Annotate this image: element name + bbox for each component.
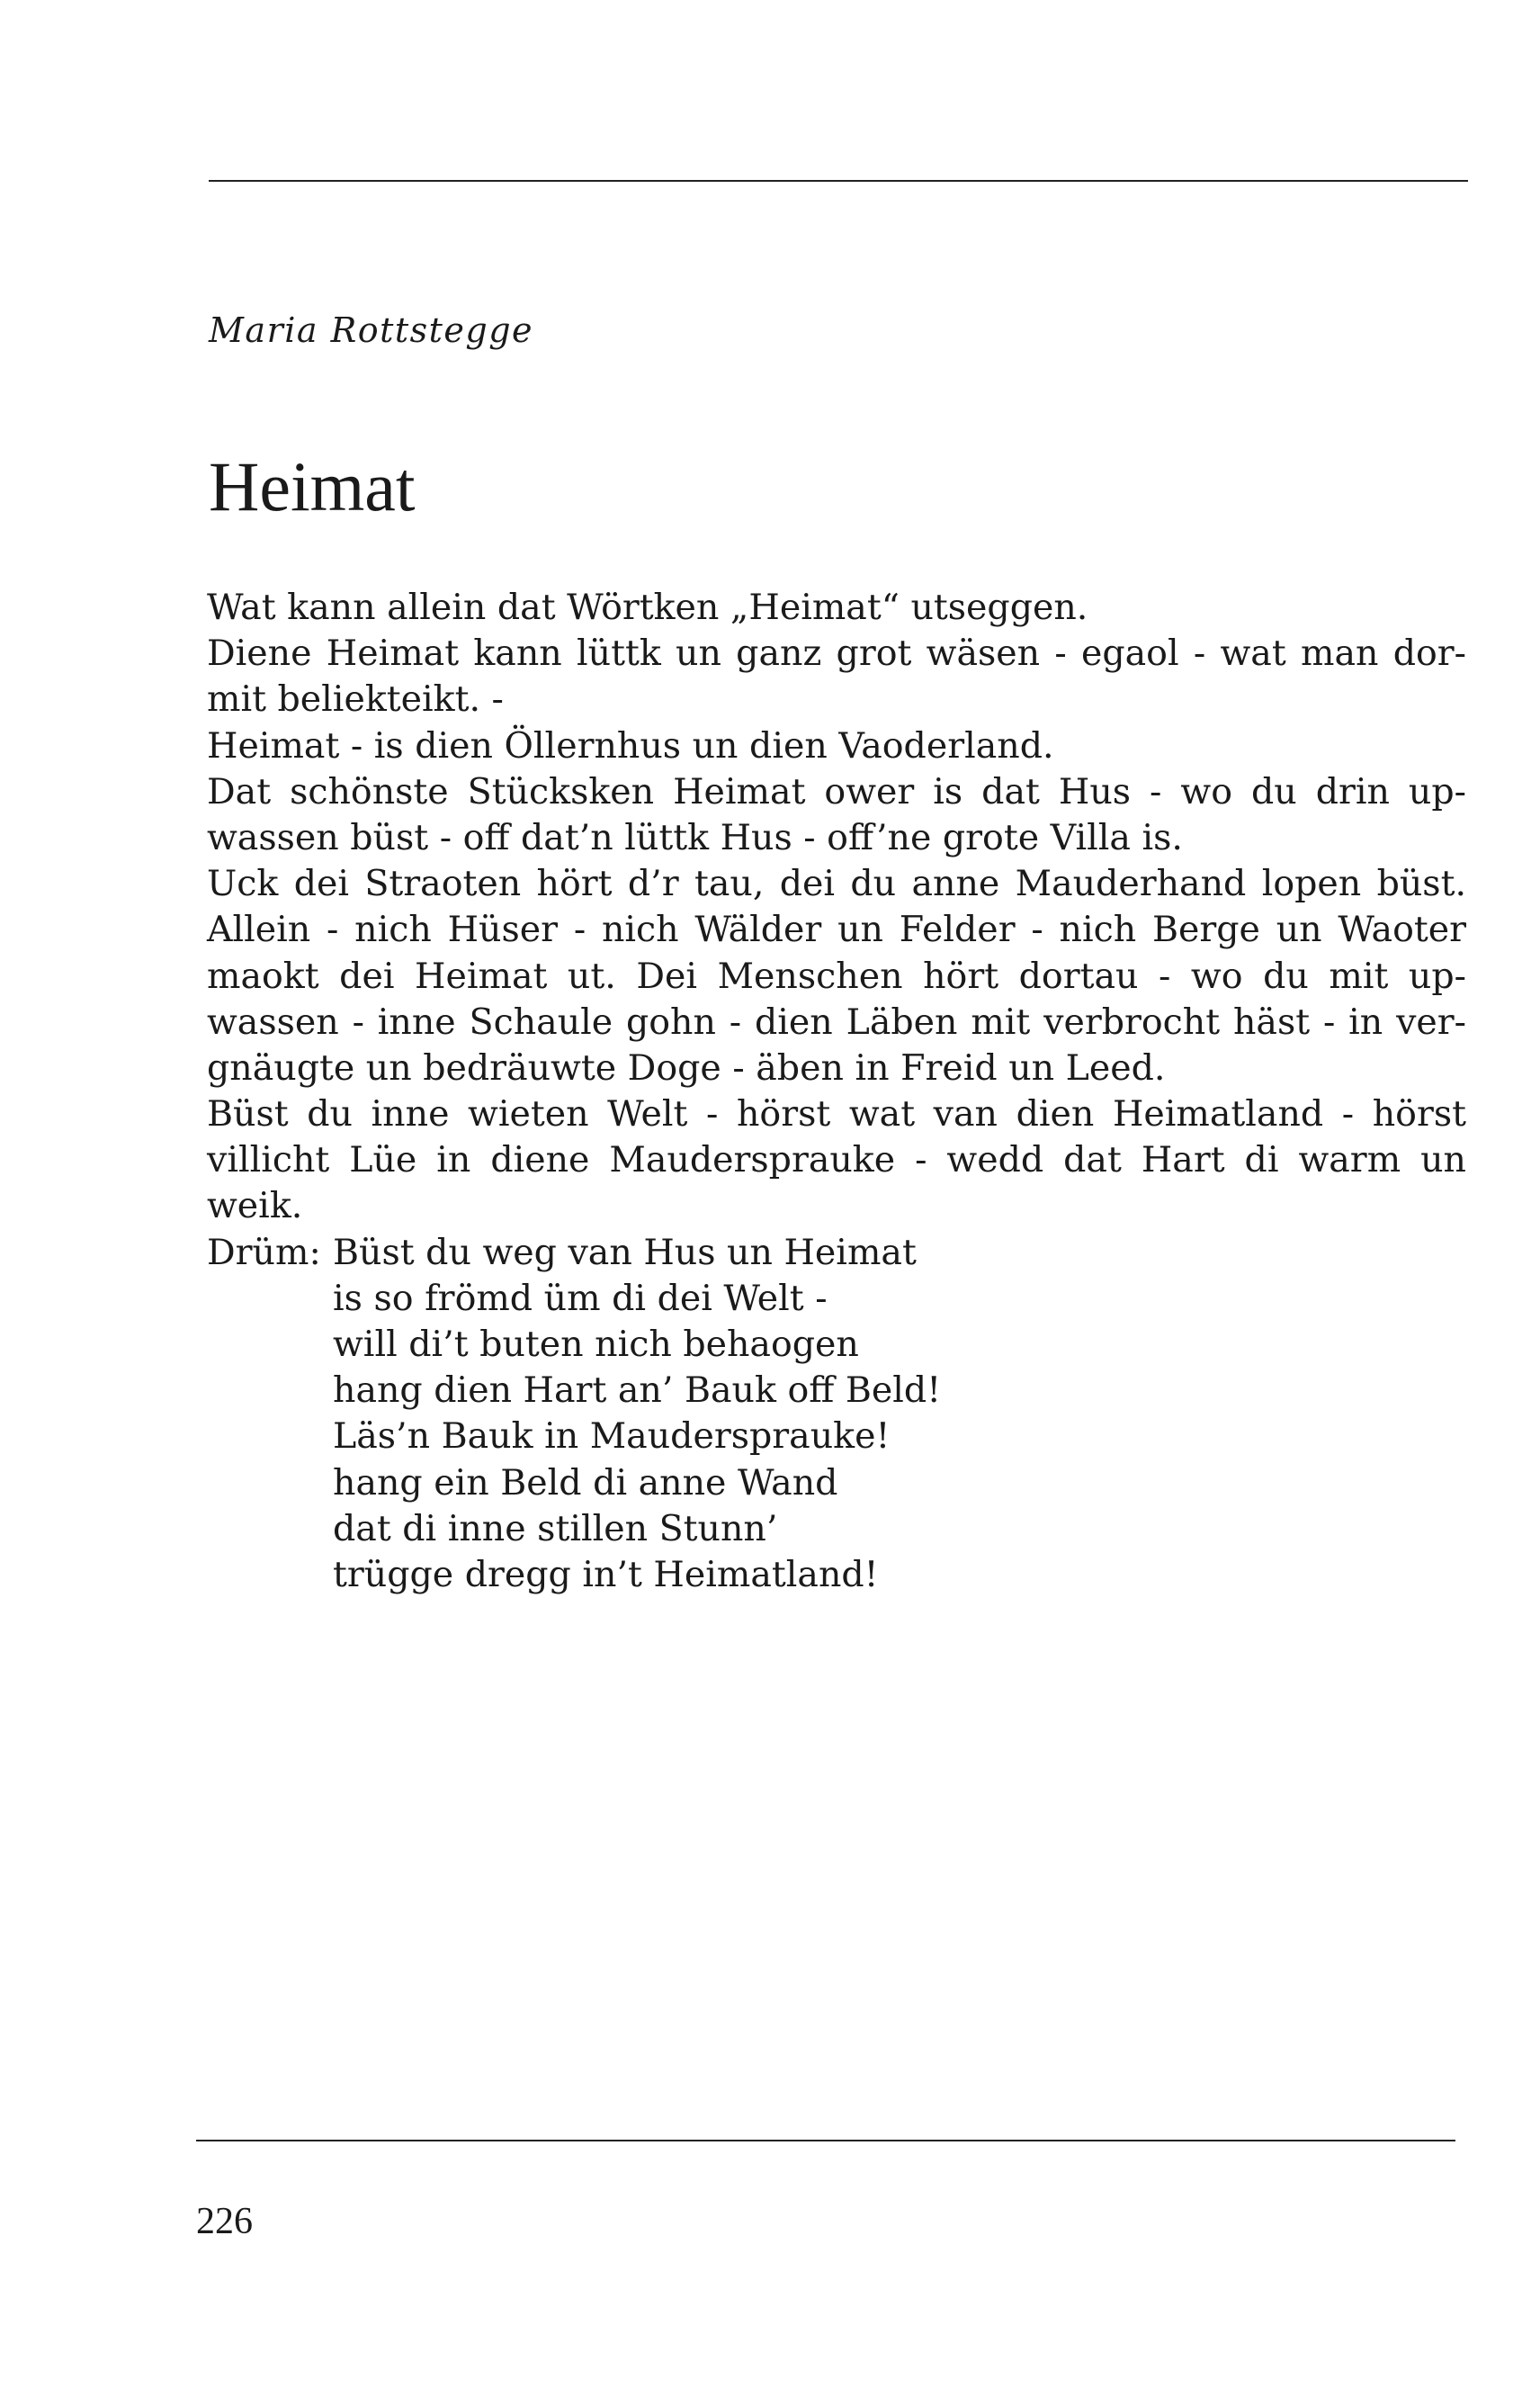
verse-label: Drüm: <box>207 1231 321 1273</box>
verse-line: trügge dregg in’t Heimatland! <box>333 1553 879 1595</box>
prose-line: Dat schönste Stücksken Heimat ower is dat Hus - wo du drin up- <box>207 770 1466 812</box>
verse-line: Büst du weg van Hus un Heimat <box>333 1231 917 1273</box>
page-title: Heimat <box>209 447 416 525</box>
top-rule <box>209 180 1468 182</box>
prose-line: weik. <box>207 1185 303 1227</box>
verse-line: dat di inne stillen Stunn’ <box>333 1507 778 1549</box>
prose-line: Diene Heimat kann lüttk un ganz grot wäsen - egaol - wat man dor- <box>207 633 1466 675</box>
prose-line: villicht Lüe in diene Maudersprauke - wedd dat Hart di warm un <box>207 1139 1466 1181</box>
verse-line: is so frömd üm di dei Welt - <box>333 1277 828 1319</box>
bottom-rule <box>196 2140 1455 2141</box>
prose-line: Büst du inne wieten Welt - hörst wat van dien Heimatland - hörst <box>207 1093 1466 1136</box>
prose-line: Wat kann allein dat Wörtken „Heimat“ utseggen. <box>207 587 1088 628</box>
page-number: 226 <box>196 2201 253 2242</box>
verse-line: will di’t buten nich behaogen <box>333 1324 859 1365</box>
prose-line: wassen büst - off dat’n lüttk Hus - off’ne grote Villa is. <box>207 816 1183 858</box>
verse-line: hang dien Hart an’ Bauk off Beld! <box>333 1369 942 1412</box>
prose-line: maokt dei Heimat ut. Dei Menschen hört dortau - wo du mit up- <box>207 955 1466 997</box>
prose-line: wassen - inne Schaule gohn - dien Läben mit verbrocht häst - in ver- <box>207 1001 1466 1043</box>
verse-line: hang ein Beld di anne Wand <box>333 1461 838 1504</box>
prose-line: gnäugte un bedräuwte Doge - äben in Freid un Leed. <box>207 1046 1166 1089</box>
verse-line: Läs’n Bauk in Maudersprauke! <box>333 1415 891 1458</box>
verse-first-line <box>207 1230 1466 1276</box>
prose-line: Heimat - is dien Öllernhus un dien Vaoderland. <box>207 724 1054 767</box>
prose-line: mit beliekteikt. - <box>207 678 504 721</box>
prose-line: Uck dei Straoten hört d’r tau, dei du anne Mauderhand lopen büst. <box>207 863 1466 905</box>
author-name: Maria Rottstegge <box>209 310 534 350</box>
prose-line: Allein - nich Hüser - nich Wälder un Felder - nich Berge un Waoter <box>207 909 1466 951</box>
body-text <box>207 585 1466 1598</box>
